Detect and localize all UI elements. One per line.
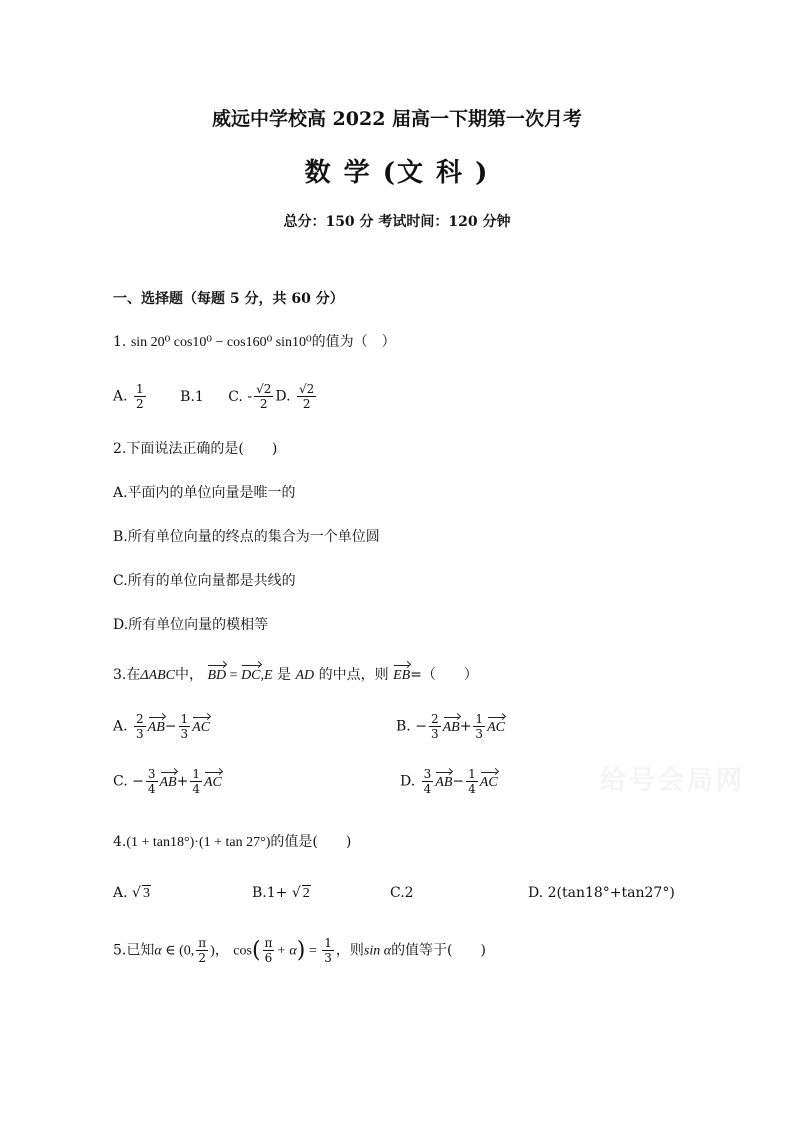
q3-d-op: − — [452, 773, 465, 790]
q3-a-frac-1 — [134, 712, 146, 741]
subject-title: 数 学 (文 科 ) — [304, 158, 490, 188]
q4-option-a — [113, 885, 151, 902]
q4-option-c: C.2 — [390, 885, 414, 901]
q5-pi-over-2 — [196, 936, 208, 965]
q1-a-denominator: 2 — [136, 397, 144, 411]
q5-third-num: 1 — [324, 936, 332, 950]
q3-d-d2: 4 — [468, 782, 476, 796]
q3-c-frac-2 — [190, 767, 202, 796]
q3-equals: = — [226, 668, 242, 683]
q3-d-frac-2 — [466, 767, 478, 796]
q3-b-d1: 3 — [430, 727, 439, 741]
q5-sep: ， — [214, 942, 229, 959]
q1-option-d-fraction — [297, 382, 316, 411]
q1-d-denominator: 2 — [302, 397, 311, 411]
q1-a-numerator: 1 — [136, 382, 144, 396]
q3-d-frac-1 — [422, 767, 434, 796]
q3-segment-ad: AD — [295, 668, 315, 683]
q3-vector-dc: DC — [241, 668, 261, 683]
q3-b-n1: 2 — [430, 712, 439, 726]
question-4 — [113, 831, 351, 851]
q5-pi: π — [198, 936, 207, 950]
q3-part-3: ,E — [260, 668, 273, 683]
q1-option-b: B.1 — [180, 388, 204, 405]
exam-title: 威远中学校高 2022 届高一下期第一次月考 — [211, 108, 583, 130]
q5-pi-over-6 — [263, 936, 275, 965]
q5-alpha: α — [154, 943, 162, 959]
q1-suffix: 的值为（ ） — [311, 334, 396, 350]
q1-c-numerator: √2 — [256, 382, 272, 396]
q5-in: ∈ — [161, 943, 180, 959]
watermark: 给号会局网 — [600, 766, 746, 796]
q5-equals: = — [305, 943, 321, 959]
q2-option-c: C.所有的单位向量都是共线的 — [113, 573, 296, 589]
q5-third-den: 3 — [324, 951, 332, 965]
q3-b-op: + — [459, 718, 472, 735]
q5-interval-open: (0, — [179, 943, 195, 959]
q3-c-label: C. — [113, 773, 128, 790]
q3-a-vector-2: AC — [192, 719, 211, 735]
q3-part-5: 的中点，则 — [318, 667, 389, 683]
q5-paren-open: ( — [251, 938, 261, 963]
q4-expression: (1 + tan18°)·(1 + tan 27°) — [126, 835, 271, 850]
q4-prefix: 4. — [113, 834, 127, 850]
q4-option-b — [252, 885, 311, 902]
q1-c-denominator: 2 — [259, 397, 268, 411]
q5-part-2: ，则 — [335, 942, 364, 959]
q1-option-a-fraction — [134, 382, 146, 411]
q3-b-d2: 3 — [475, 727, 484, 741]
q4-b-label: B.1+ — [252, 885, 288, 901]
q3-c-vector-1: AB — [159, 774, 177, 790]
q4-suffix: 的值是( ) — [270, 834, 352, 850]
q3-option-d — [400, 767, 498, 796]
q5-pi6-den: 6 — [264, 951, 273, 965]
q3-part-1: 3.在 — [113, 667, 141, 683]
q1-option-d-label: D. — [275, 388, 291, 405]
q5-part-3: 的值等于( ) — [391, 942, 486, 959]
q3-d-d1: 4 — [423, 782, 432, 796]
q3-option-a — [113, 712, 210, 741]
q3-triangle: ΔABC — [140, 668, 176, 683]
q2-option-b: B.所有单位向量的终点的集合为一个单位圆 — [113, 529, 380, 545]
q3-c-vector-2: AC — [203, 774, 222, 790]
q3-a-label: A. — [113, 718, 128, 735]
sqrt-icon: √ — [291, 885, 301, 901]
q3-c-frac-1 — [146, 767, 158, 796]
question-2: 2.下面说法正确的是( ) — [113, 441, 278, 457]
q3-b-frac-1 — [429, 712, 441, 741]
q3-d-n1: 3 — [423, 767, 432, 781]
q3-a-vector-1: AB — [147, 719, 165, 735]
q1-expression: sin 20⁰ cos10⁰ − cos160⁰ sin10⁰ — [130, 335, 312, 350]
q3-c-sign: − — [132, 773, 144, 790]
section-heading: 一、选择题（每题 5 分，共 60 分） — [113, 291, 344, 307]
q3-b-vector-2: AC — [487, 719, 505, 735]
q3-d-vector-2: AC — [479, 774, 498, 790]
q3-part-2: 中， — [175, 667, 204, 683]
q5-sin-alpha: sin α — [363, 943, 392, 959]
q5-one-third — [322, 936, 334, 965]
q3-c-n1: 3 — [147, 767, 156, 781]
q3-c-n2: 1 — [192, 767, 200, 781]
q5-interval-close: ) — [210, 943, 215, 959]
q3-a-n2: 1 — [180, 712, 189, 726]
q1-prefix: 1. — [113, 334, 127, 350]
q3-option-b — [396, 712, 505, 741]
q3-part-4: 是 — [277, 667, 292, 683]
q4-a-label: A. — [113, 885, 128, 901]
q1-option-a-label: A. — [113, 388, 128, 405]
q3-a-frac-2 — [179, 712, 191, 741]
q3-b-frac-2 — [473, 712, 485, 741]
q5-part-1: 5.已知 — [113, 942, 155, 959]
q5-cos: cos — [233, 943, 252, 959]
q3-a-d2: 3 — [180, 727, 189, 741]
q3-d-label: D. — [400, 773, 416, 790]
q3-d-n2: 1 — [468, 767, 476, 781]
q3-a-n1: 2 — [136, 712, 144, 726]
q1-options — [113, 382, 318, 411]
q5-pi6-num: π — [264, 936, 273, 950]
q1-option-c-label: C. — [228, 388, 243, 405]
q3-part-6: =（ ） — [410, 667, 478, 683]
question-1 — [113, 331, 396, 351]
q3-d-vector-1: AB — [435, 774, 453, 790]
q3-a-op: − — [164, 718, 177, 735]
q3-c-op: + — [176, 773, 189, 790]
q3-b-label: B. — [396, 718, 411, 735]
q5-paren-close: ) — [296, 938, 306, 963]
q3-option-c — [113, 767, 222, 796]
q5-two: 2 — [198, 951, 207, 965]
q4-b-radicand: 2 — [302, 886, 310, 901]
q5-plus-alpha: + α — [276, 943, 297, 959]
q3-c-d1: 4 — [147, 782, 156, 796]
q1-c-sign: - — [247, 388, 253, 405]
q3-a-d1: 3 — [136, 727, 144, 741]
q3-vector-eb: EB — [393, 668, 411, 683]
q2-option-a: A.平面内的单位向量是唯一的 — [113, 485, 296, 501]
q3-vector-bd: BD — [207, 668, 227, 683]
q4-option-d: D. 2(tan18°+tan27°) — [528, 885, 675, 901]
q2-option-d: D.所有单位向量的模相等 — [113, 617, 269, 633]
q3-b-vector-1: AB — [442, 719, 460, 735]
q3-b-sign: − — [415, 718, 427, 735]
question-5 — [113, 936, 486, 965]
q1-option-c-fraction — [254, 382, 273, 411]
q3-b-n2: 1 — [475, 712, 484, 726]
q4-a-radicand: 3 — [142, 886, 150, 901]
q1-d-numerator: √2 — [299, 382, 315, 396]
exam-info: 总分：150 分 考试时间：120 分钟 — [283, 214, 511, 230]
q3-c-d2: 4 — [192, 782, 200, 796]
question-3 — [113, 664, 478, 684]
sqrt-icon: √ — [132, 885, 141, 901]
